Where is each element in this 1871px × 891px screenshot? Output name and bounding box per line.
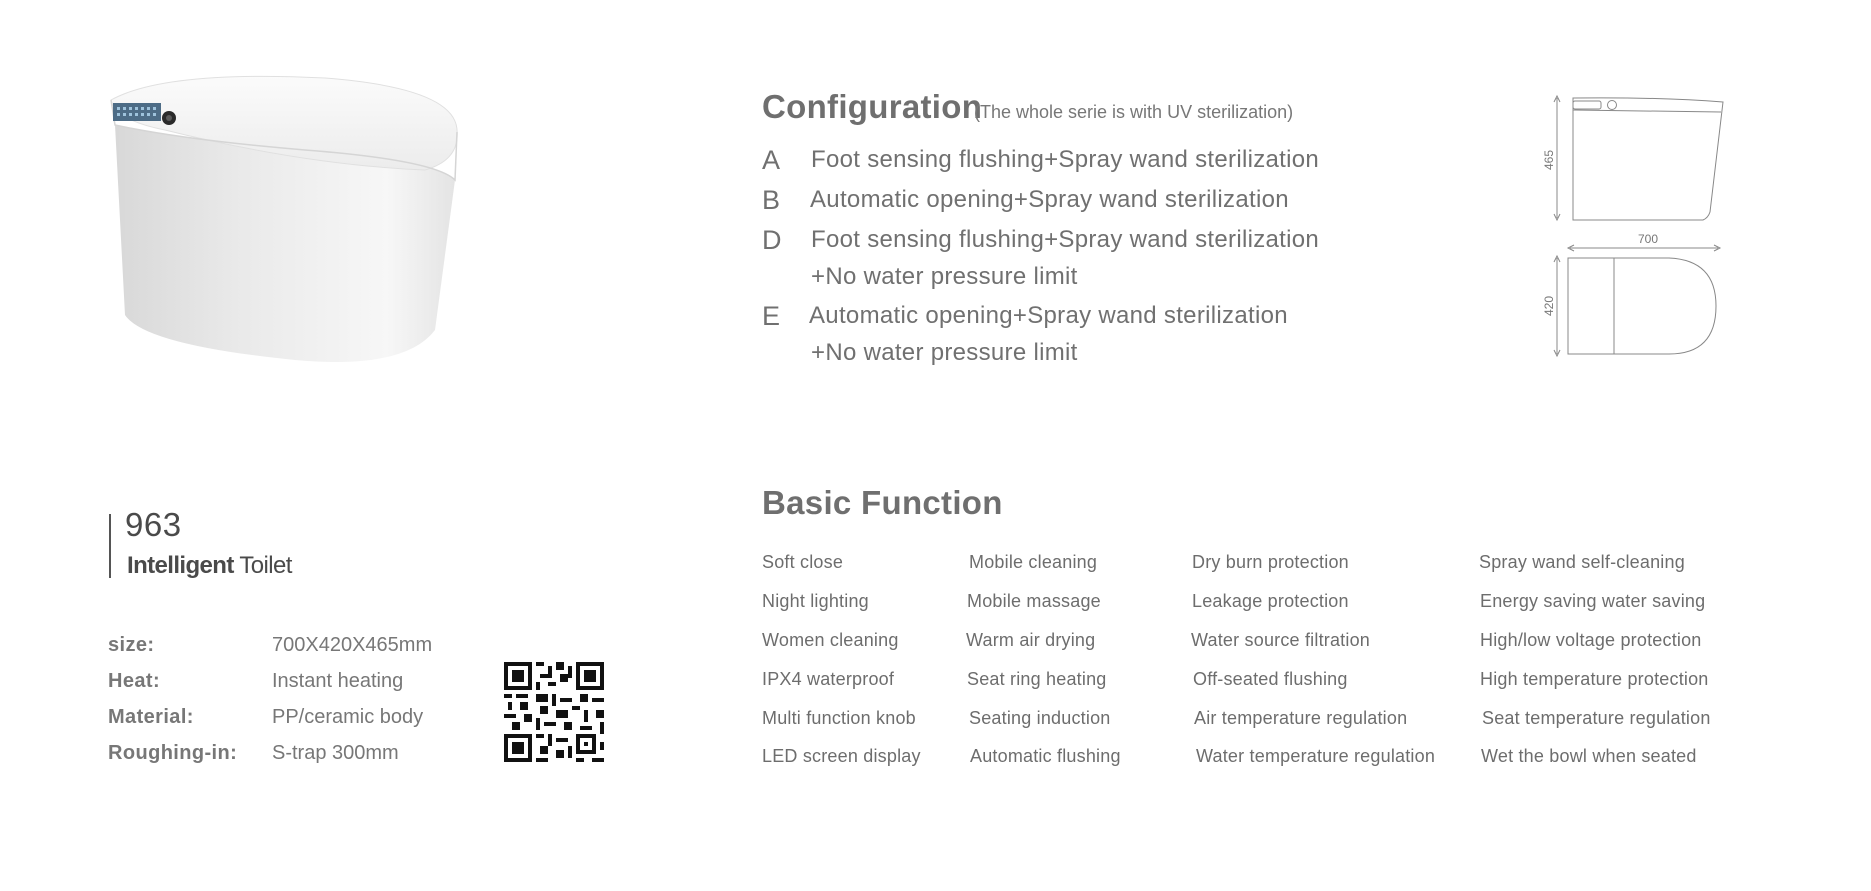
function-item: Seating induction [969,708,1111,728]
option-b-letter: B [762,185,781,215]
function-item: High/low voltage protection [1480,630,1702,650]
option-d-letter: D [762,225,782,255]
width-dimension-label: 420 [1542,295,1556,317]
qr-code-icon[interactable] [504,662,604,762]
function-item: Leakage protection [1192,591,1349,611]
option-d-text: Foot sensing flushing+Spray wand sterilization [811,226,1320,253]
product-name-regular: Toilet [233,552,292,579]
smart-toilet-illustration [105,70,465,370]
length-dimension-label: 700 [1637,232,1659,246]
option-e-text: Automatic opening+Spray wand sterilization [809,302,1288,329]
function-item: Mobile cleaning [969,552,1098,572]
product-name-bold: Intelligent [127,552,234,579]
option-a-letter: A [762,145,781,175]
function-item: Mobile massage [967,591,1101,611]
height-dimension-label: 465 [1542,149,1556,171]
function-item: Off-seated flushing [1193,669,1348,689]
function-item: Seat ring heating [967,669,1107,689]
spec-label-material: Material: [108,706,194,728]
product-name [127,552,292,580]
function-item: Air temperature regulation [1194,708,1408,728]
model-divider [109,514,111,578]
function-item: High temperature protection [1480,669,1709,689]
function-item: Spray wand self-cleaning [1479,552,1685,572]
configuration-note: (The whole serie is with UV sterilization) [974,102,1294,122]
dimension-drawing [1540,90,1760,360]
spec-value-material: PP/ceramic body [272,706,424,728]
spec-value-roughing: S-trap 300mm [272,742,399,764]
configuration-title: Configuration [762,88,983,125]
option-e-text-line2: +No water pressure limit [811,339,1078,366]
function-item: Seat temperature regulation [1482,708,1711,728]
function-item: Wet the bowl when seated [1481,746,1697,766]
function-item: IPX4 waterproof [762,669,895,689]
function-item: Energy saving water saving [1480,591,1706,611]
function-item: Dry burn protection [1192,552,1349,572]
function-item: Women cleaning [762,630,899,650]
model-number: 963 [125,506,182,543]
function-item: Automatic flushing [970,746,1121,766]
function-item: Warm air drying [966,630,1096,650]
function-item: Multi function knob [762,708,916,728]
function-item: Water temperature regulation [1196,746,1436,766]
basic-function-title: Basic Function [762,484,1003,521]
function-item: LED screen display [762,746,921,766]
spec-label-size: size: [108,634,155,656]
spec-label-roughing: Roughing-in: [108,742,238,764]
option-d-text-line2: +No water pressure limit [811,263,1078,290]
spec-value-heat: Instant heating [272,670,404,692]
spec-value-size: 700X420X465mm [272,634,433,656]
spec-label-heat: Heat: [108,670,161,692]
function-item: Water source filtration [1191,630,1370,650]
option-e-letter: E [762,301,781,331]
option-a-text: Foot sensing flushing+Spray wand sterilization [811,146,1320,173]
function-item: Night lighting [762,591,869,611]
function-item: Soft close [762,552,844,572]
option-b-text: Automatic opening+Spray wand sterilization [810,186,1289,213]
